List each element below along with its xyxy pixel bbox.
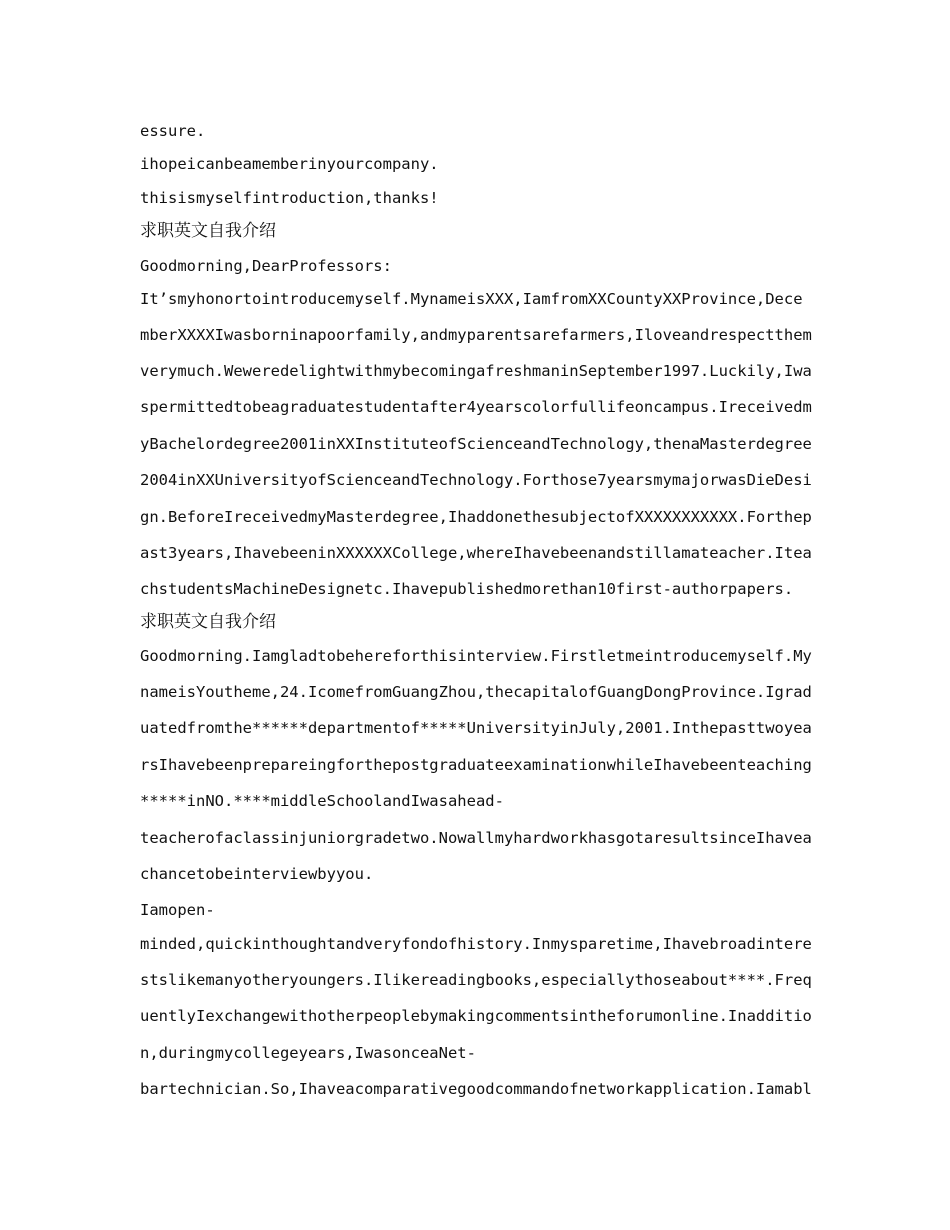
section-heading: 求职英文自我介绍: [140, 221, 276, 241]
text-line: verymuch.WeweredelightwithmybecomingafreshmaninSeptember1997.Luckily,Iwa: [140, 362, 812, 380]
text-line: rsIhavebeenprepareingforthepostgraduateexaminationwhileIhavebeenteaching: [140, 756, 812, 774]
text-line: chancetobeinterviewbyyou.: [140, 865, 374, 883]
text-line: nameisYoutheme,24.IcomefromGuangZhou,thecapitalofGuangDongProvince.Igrad: [140, 683, 812, 701]
text-line: Goodmorning.Iamgladtobehereforthisinterview.Firstletmeintroducemyself.My: [140, 647, 812, 665]
text-line: spermittedtobeagraduatestudentafter4yearscolorfullifeoncampus.Ireceivedm: [140, 398, 812, 416]
text-line: essure.: [140, 122, 206, 140]
text-line: bartechnician.So,Ihaveacomparativegoodcommandofnetworkapplication.Iamabl: [140, 1080, 812, 1098]
text-line: thisismyselfintroduction,thanks!: [140, 189, 439, 207]
text-line: uentlyIexchangewithotherpeoplebymakingcommentsintheforumonline.Inadditio: [140, 1007, 812, 1025]
text-line: ihopeicanbeamemberinyourcompany.: [140, 155, 439, 173]
text-line: ast3years,IhavebeeninXXXXXXCollege,whereIhavebeenandstillamateacher.Itea: [140, 544, 812, 562]
text-line: gn.BeforeIreceivedmyMasterdegree,IhaddonethesubjectofXXXXXXXXXXX.Forthep: [140, 508, 812, 526]
text-line: teacherofaclassinjuniorgradetwo.NowallmyhardworkhasgotaresultsinceIhavea: [140, 829, 812, 847]
text-line: Iamopen-: [140, 901, 215, 919]
text-line: stslikemanyotheryoungers.Ilikereadingbooks,especiallythoseabout****.Freq: [140, 971, 812, 989]
text-line: Goodmorning,DearProfessors:: [140, 257, 392, 275]
text-line: *****inNO.****middleSchoolandIwasahead-: [140, 792, 504, 810]
text-line: uatedfromthe******departmentof*****UniversityinJuly,2001.Inthepasttwoyea: [140, 719, 812, 737]
text-line: n,duringmycollegeyears,IwasonceaNet-: [140, 1044, 476, 1062]
text-line: yBachelordegree2001inXXInstituteofScienceandTechnology,thenaMasterdegree: [140, 435, 812, 453]
text-line: mberXXXXIwasborninapoorfamily,andmyparentsarefarmers,Iloveandrespectthem: [140, 326, 812, 344]
text-line: 2004inXXUniversityofScienceandTechnology.Forthose7yearsmymajorwasDieDesi: [140, 471, 812, 489]
text-line: minded,quickinthoughtandveryfondofhistory.Inmysparetime,Ihavebroadintere: [140, 935, 812, 953]
section-heading: 求职英文自我介绍: [140, 612, 276, 632]
text-line: It’smyhonortointroducemyself.MynameisXXX,IamfromXXCountyXXProvince,Dece: [140, 290, 803, 308]
text-line: chstudentsMachineDesignetc.Ihavepublishedmorethan10first-authorpapers.: [140, 580, 794, 598]
